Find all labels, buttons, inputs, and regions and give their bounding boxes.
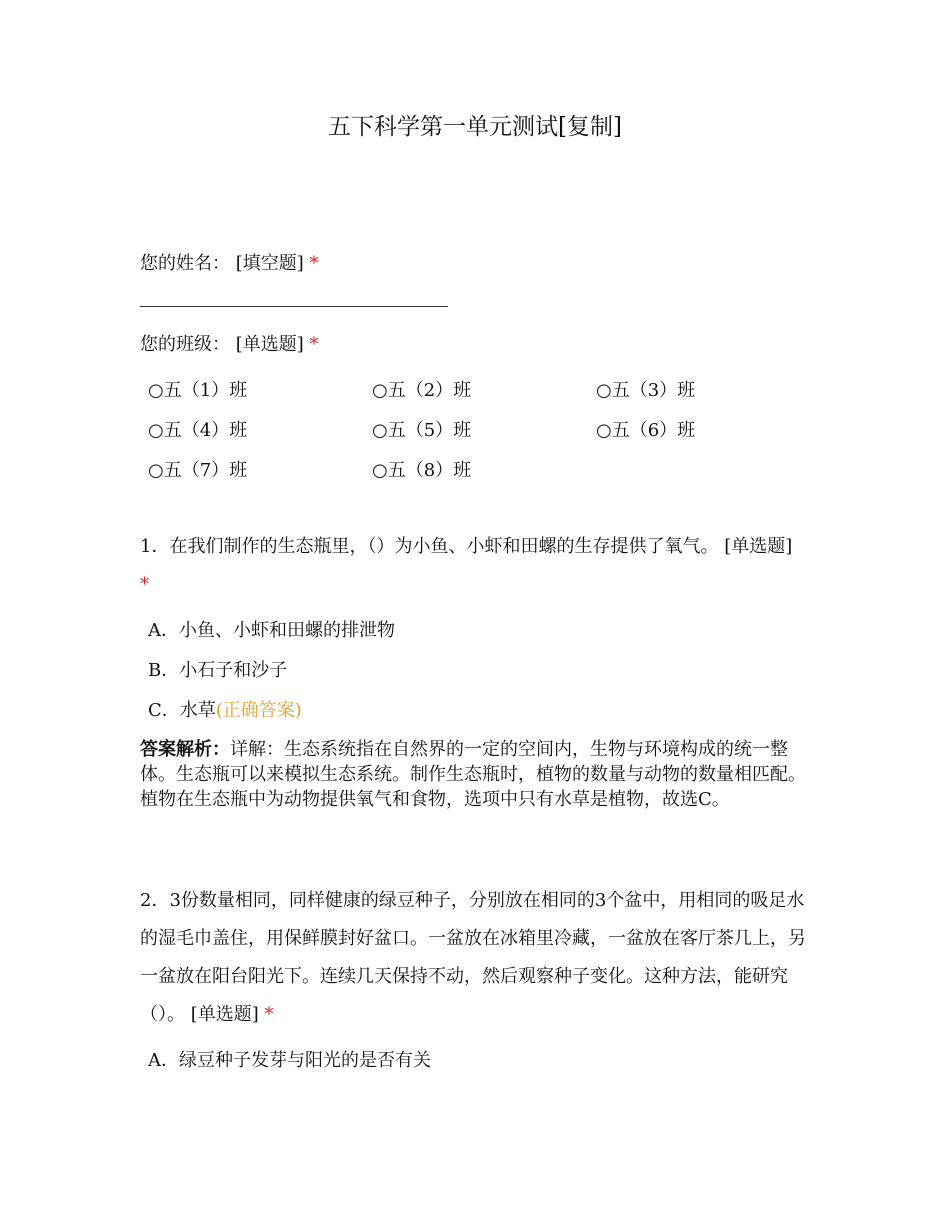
question-name [140,245,820,283]
question-text: 您的班级： [140,334,230,355]
required-mark: * [309,334,319,355]
option-label: C．水草 [148,700,216,721]
question-text: 1．在我们制作的生态瓶里，（）为小鱼、小虾和田螺的生存提供了氧气。 [140,536,719,557]
class-option[interactable]: ○五（1）班 [148,380,248,401]
class-option[interactable]: ○五（4）班 [148,420,248,441]
q1-option-a[interactable]: A．小鱼、小虾和田螺的排泄物 [148,620,395,641]
class-option[interactable]: ○五（7）班 [148,460,248,481]
class-option[interactable]: ○五（6）班 [596,420,696,441]
page-title: 五下科学第一单元测试[复制] [328,114,622,140]
class-option[interactable]: ○五（2）班 [372,380,472,401]
question-type: [单选题] [190,1004,259,1025]
required-mark: * [140,574,149,595]
analysis-text: 详解：生态系统指在自然界的一定的空间内，生物与环境构成的统一整体。生态瓶可以来模拟生态系统。制作生态瓶时，植物的数量与动物的数量相匹配。植物在生态瓶中为动物提供氧气和食物，选项中只有水草是植物，故选C。 [140,739,806,810]
class-option[interactable]: ○五（8）班 [372,460,472,481]
question-text: 2．3份数量相同，同样健康的绿豆种子，分别放在相同的3个盆中，用相同的吸足水的湿毛巾盖住，用保鲜膜封好盆口。一盆放在冰箱里冷藏，一盆放在客厅茶几上，另一盆放在阳台阳光下。连续几天保持不动，然后观察种子变化。这种方法，能研究 （）。 [140,890,806,1025]
question-text: 您的姓名： [140,253,230,274]
q2-option-a[interactable]: A．绿豆种子发芽与阳光的是否有关 [148,1050,431,1071]
question-1 [140,528,805,604]
question-2 [140,882,815,1034]
name-input-line[interactable] [140,306,448,307]
q1-option-c[interactable] [148,698,302,724]
question-type: [单选题] [235,334,304,355]
class-option[interactable]: ○五（3）班 [596,380,696,401]
question-type: [单选题] [724,536,793,557]
question-type: [填空题] [235,253,304,274]
question-class [140,326,820,364]
required-mark: * [264,1004,274,1025]
correct-answer-tag: (正确答案) [215,700,302,721]
answer-analysis [140,737,820,812]
class-option[interactable]: ○五（5）班 [372,420,472,441]
analysis-label: 答案解析： [140,739,230,760]
q1-option-b[interactable]: B．小石子和沙子 [148,660,288,681]
required-mark: * [309,253,319,274]
